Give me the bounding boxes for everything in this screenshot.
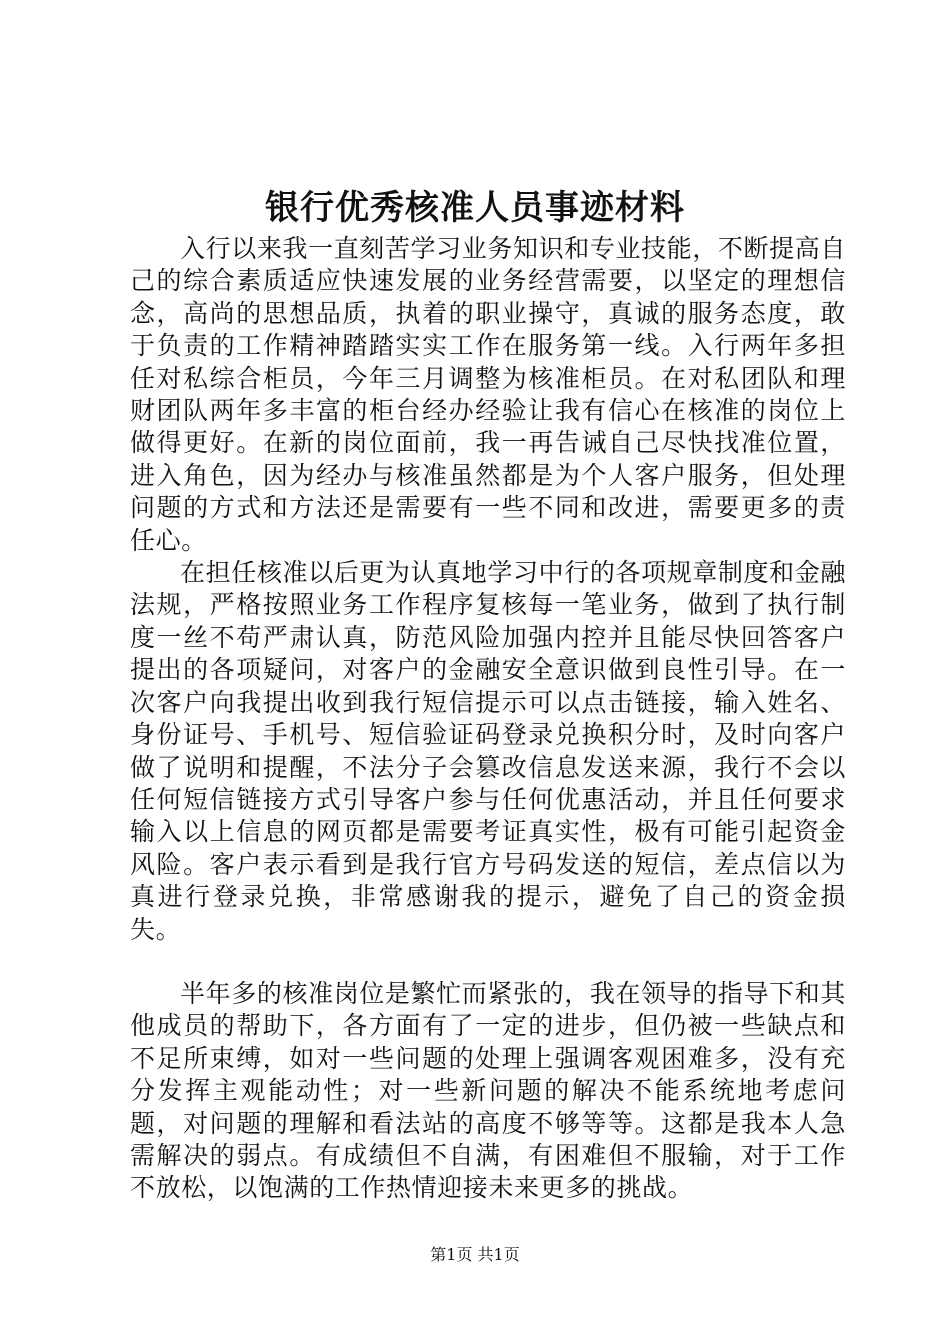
document-body — [130, 233, 846, 1205]
document-title: 银行优秀核准人员事迹材料 — [265, 188, 685, 228]
paragraph-1: 入行以来我一直刻苦学习业务知识和专业技能，不断提高自己的综合素质适应快速发展的业务经营需要，以坚定的理想信念，高尚的思想品质，执着的职业操守，真诚的服务态度，敢于负责的工作精神踏踏实实工作在服务第一线。入行两年多担任对私综合柜员，今年三月调整为核准柜员。在对私团队和理财团队两年多丰富的柜台经办经验让我有信心在核准的岗位上做得更好。在新的岗位面前，我一再告诫自己尽快找准位置，进入角色，因为经办与核准虽然都是为个人客户服务，但处理问题的方式和方法还是需要有一些不同和改进，需要更多的责任心。 — [130, 234, 846, 555]
paragraph-3: 半年多的核准岗位是繁忙而紧张的，我在领导的指导下和其他成员的帮助下，各方面有了一定的进步，但仍被一些缺点和不足所束缚，如对一些问题的处理上强调客观困难多，没有充分发挥主观能动性；对一些新问题的解决不能系统地考虑问题，对问题的理解和看法站的高度不够等等。这都是我本人急需解决的弱点。有成绩但不自满，有困难但不服输，对于工作不放松，以饱满的工作热情迎接未来更多的挑战。 — [130, 978, 846, 1203]
page-number-footer: 第1页 共1页 — [430, 1245, 520, 1264]
paragraph-2: 在担任核准以后更为认真地学习中行的各项规章制度和金融法规，严格按照业务工作程序复核每一笔业务，做到了执行制度一丝不苟严肃认真，防范风险加强内控并且能尽快回答客户提出的各项疑问，对客户的金融安全意识做到良性引导。在一次客户向我提出收到我行短信提示可以点击链接，输入姓名、身份证号、手机号、短信验证码登录兑换积分时，及时向客户做了说明和提醒，不法分子会篡改信息发送来源，我行不会以任何短信链接方式引导客户参与任何优惠活动，并且任何要求输入以上信息的网页都是需要考证真实性，极有可能引起资金风险。客户表示看到是我行官方号码发送的短信，差点信以为真进行登录兑换，非常感谢我的提示，避免了自己的资金损失。 — [130, 558, 846, 944]
